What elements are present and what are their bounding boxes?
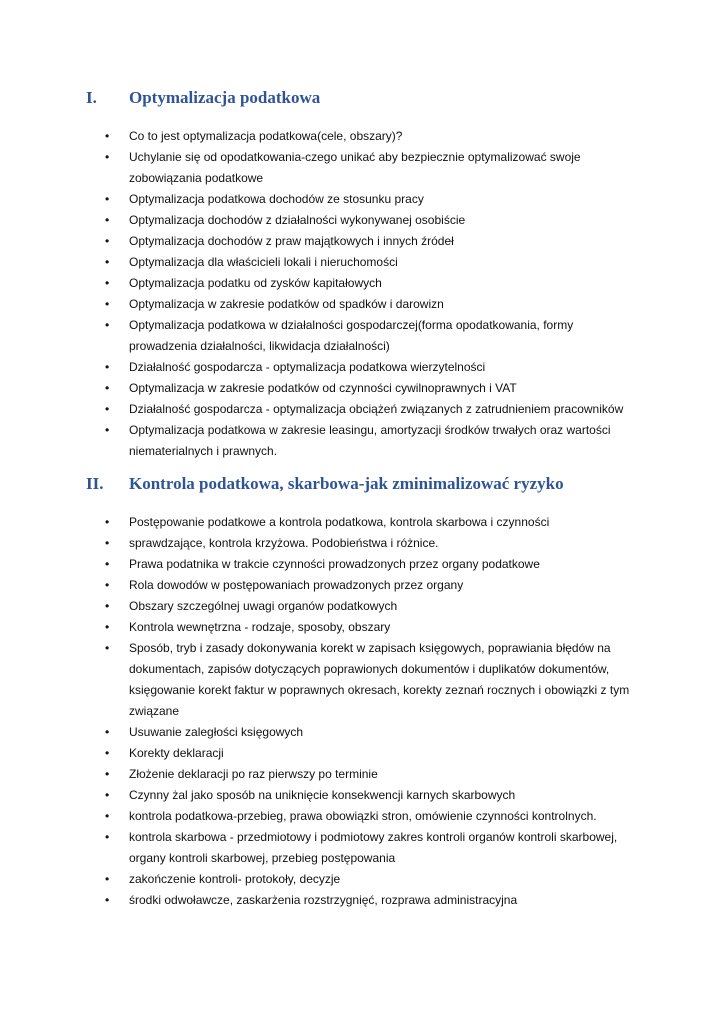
list-item: • Prawa podatnika w trakcie czynności prowadzonych przez organy podatkowe [0, 554, 725, 575]
list-item: • Optymalizacja dla właścicieli lokali i nieruchomości [0, 252, 725, 273]
bullet-icon: • [105, 830, 110, 844]
section-heading [0, 86, 725, 110]
section-kontrola [0, 472, 725, 907]
list-item: • Optymalizacja podatkowa dochodów ze stosunku pracy [0, 189, 725, 210]
bullet-icon: • [105, 234, 110, 248]
list-item: • Rola dowodów w postępowaniach prowadzonych przez organy [0, 575, 725, 596]
list-item: • Obszary szczególnej uwagi organów podatkowych [0, 596, 725, 617]
section-heading [0, 472, 725, 496]
list-item: • Postępowanie podatkowe a kontrola podatkowa, kontrola skarbowa i czynności [0, 512, 725, 533]
bullet-icon: • [105, 557, 110, 571]
list-item: • Optymalizacja dochodów z działalności wykonywanej osobiście [0, 210, 725, 231]
list-item: • zakończenie kontroli- protokoły, decyzje [0, 869, 725, 890]
bullet-icon: • [105, 641, 110, 655]
bullet-icon: • [105, 129, 110, 143]
list-item: • Usuwanie zaległości księgowych [0, 722, 725, 743]
list-item: • kontrola skarbowa - przedmiotowy i podmiotowy zakres kontroli organów kontroli skarbowej, organy kontroli skarbowej, przebieg postępowania [0, 827, 725, 869]
list-item: • Co to jest optymalizacja podatkowa(cele, obszary)? [0, 126, 725, 147]
list-item: • środki odwoławcze, zaskarżenia rozstrzygnięć, rozprawa administracyjna [0, 890, 725, 911]
bullet-icon: • [105, 788, 110, 802]
bullet-icon: • [105, 276, 110, 290]
list-item: • Optymalizacja podatkowa w zakresie leasingu, amortyzacji środków trwałych oraz wartości niematerialnych i prawnych. [0, 420, 725, 462]
list-item: • Korekty deklaracji [0, 743, 725, 764]
section-optymalizacja [0, 86, 725, 458]
bullet-icon: • [105, 872, 110, 886]
bullet-list [0, 512, 725, 911]
bullet-icon: • [105, 620, 110, 634]
section-title: Kontrola podatkowa, skarbowa-jak zminimalizować ryzyko [129, 474, 564, 493]
list-item: • Optymalizacja dochodów z praw majątkowych i innych źródeł [0, 231, 725, 252]
bullet-icon: • [105, 578, 110, 592]
list-item: • Złożenie deklaracji po raz pierwszy po terminie [0, 764, 725, 785]
bullet-icon: • [105, 402, 110, 416]
list-item: • Optymalizacja w zakresie podatków od czynności cywilnoprawnych i VAT [0, 378, 725, 399]
bullet-icon: • [105, 192, 110, 206]
bullet-icon: • [105, 725, 110, 739]
bullet-icon: • [105, 809, 110, 823]
bullet-icon: • [105, 515, 110, 529]
bullet-icon: • [105, 360, 110, 374]
section-title: Optymalizacja podatkowa [129, 88, 321, 107]
section-number: II. [86, 474, 104, 493]
bullet-icon: • [105, 893, 110, 907]
bullet-icon: • [105, 255, 110, 269]
bullet-icon: • [105, 767, 110, 781]
list-item: • Sposób, tryb i zasady dokonywania korekt w zapisach księgowych, poprawiania błędów na dokumentach, zapisów dotyczących poprawionych dokumentów i duplikatów dokumentów, księgowanie korekt faktur w poprawnych okresach, korekty zeznań rocznych i obowiązki z tym związane [0, 638, 725, 722]
bullet-icon: • [105, 599, 110, 613]
bullet-icon: • [105, 213, 110, 227]
section-number: I. [86, 88, 97, 107]
list-item: • Uchylanie się od opodatkowania-czego unikać aby bezpiecznie optymalizować swoje zobowiązania podatkowe [0, 147, 725, 189]
bullet-icon: • [105, 746, 110, 760]
list-item: • Optymalizacja podatku od zysków kapitałowych [0, 273, 725, 294]
list-item: • Kontrola wewnętrzna - rodzaje, sposoby, obszary [0, 617, 725, 638]
bullet-icon: • [105, 536, 110, 550]
list-item: • Czynny żal jako sposób na uniknięcie konsekwencji karnych skarbowych [0, 785, 725, 806]
bullet-icon: • [105, 150, 110, 164]
list-item: • Działalność gospodarcza - optymalizacja podatkowa wierzytelności [0, 357, 725, 378]
bullet-icon: • [105, 423, 110, 437]
list-item: • Optymalizacja podatkowa w działalności gospodarczej(forma opodatkowania, formy prowadzenia działalności, likwidacja działalności) [0, 315, 725, 357]
bullet-icon: • [105, 297, 110, 311]
bullet-icon: • [105, 318, 110, 332]
list-item: • Optymalizacja w zakresie podatków od spadków i darowizn [0, 294, 725, 315]
list-item: • Działalność gospodarcza - optymalizacja obciążeń związanych z zatrudnieniem pracowników [0, 399, 725, 420]
list-item: • kontrola podatkowa-przebieg, prawa obowiązki stron, omówienie czynności kontrolnych. [0, 806, 725, 827]
bullet-list [0, 126, 725, 462]
list-item: • sprawdzające, kontrola krzyżowa. Podobieństwa i różnice. [0, 533, 725, 554]
bullet-icon: • [105, 381, 110, 395]
